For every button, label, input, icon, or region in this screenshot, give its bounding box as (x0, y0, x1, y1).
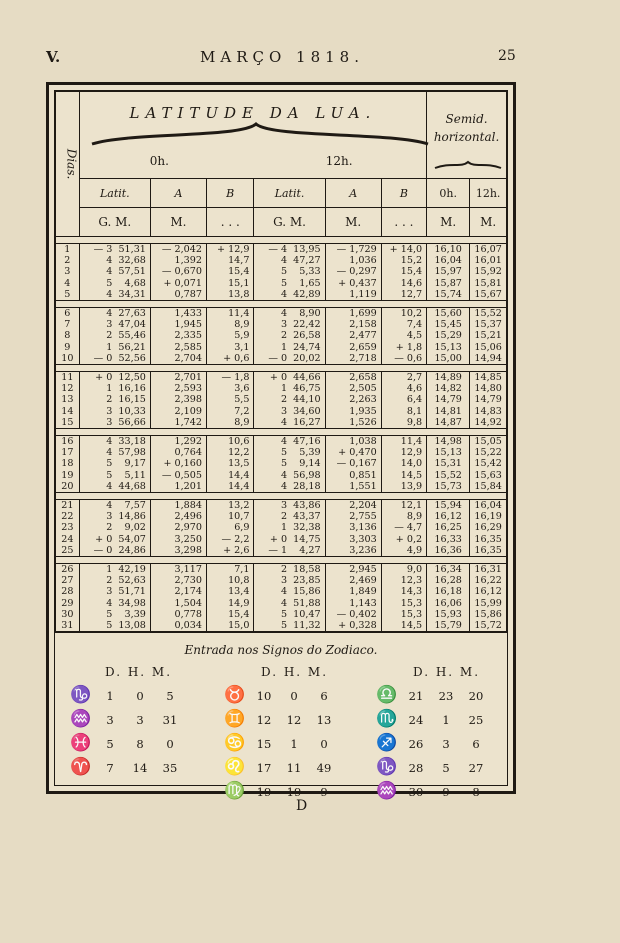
zodiac-entry (67, 757, 185, 777)
zodiac-day: 21 (408, 689, 424, 703)
unit-dots-b12: . . . (381, 208, 426, 237)
day-numbers-cell: 1 2 3 4 5 (56, 244, 80, 301)
latitude-12h-cell: 3 43,86 2 43,37 1 32,38 + 0 14,75 — 1 4,27 (254, 500, 325, 557)
a-0h-cell: 1,884 2,496 2,970 3,250 3,298 (150, 500, 206, 557)
latitude-title: LATITUDE DA LUA. (129, 104, 377, 122)
latitude-12h-cell: — 4 13,95 4 47,27 5 5,33 5 1,65 4 42,89 (254, 244, 325, 301)
capricorn-icon: ♑ (376, 757, 398, 777)
semidiameter-header (427, 92, 507, 179)
pisces-icon: ♓ (70, 733, 92, 753)
brace-ornament (90, 122, 430, 146)
zodiac-day: 19 (256, 785, 272, 799)
group-spacer (56, 557, 507, 564)
zodiac-entry (373, 685, 491, 705)
zodiac-minute: 35 (162, 761, 178, 775)
zodiac-dhm-header-1: D. H. M. (105, 665, 173, 679)
zodiac-entry (221, 757, 339, 777)
table-inner-frame (54, 90, 508, 801)
year-label: 1818. (296, 48, 364, 66)
zodiac-day: 7 (106, 761, 114, 775)
zodiac-title: Entrada nos Signos do Zodiaco. (184, 643, 378, 657)
zodiac-minute: 9 (320, 785, 328, 799)
day-numbers-cell: 21 22 23 24 25 (56, 500, 80, 557)
cancer-icon: ♋ (224, 733, 246, 753)
signature-mark: D (296, 798, 308, 814)
b-12h-cell: 9,0 12,3 14,3 15,3 15,3 14,5 (381, 564, 426, 632)
scorpio-icon: ♏ (376, 709, 398, 729)
table-row-group (56, 372, 507, 429)
semid-line2: horizontal. (433, 130, 500, 144)
zodiac-day: 10 (256, 689, 272, 703)
zodiac-day: 17 (256, 761, 272, 775)
latitude-0h-cell: 1 42,19 2 52,63 3 51,71 4 34,98 5 3,39 5 13,08 (79, 564, 150, 632)
semid-12h-cell: 16,07 16,01 15,92 15,81 15,67 (470, 244, 507, 301)
zodiac-hour: 5 (442, 761, 450, 775)
b-12h-cell: + 14,0 15,2 15,4 14,6 12,7 (381, 244, 426, 301)
semid-12h-cell: 15,05 15,22 15,42 15,63 15,84 (470, 436, 507, 493)
a-0h-cell: — 2,042 1,392 — 0,670 + 0,071 0,787 (150, 244, 206, 301)
unit-dots-b0: . . . (207, 208, 254, 237)
semid-0h-cell: 14,89 14,82 14,79 14,81 14,87 (427, 372, 470, 429)
latitude-12h-cell: 2 18,58 3 23,85 4 15,86 4 51,88 5 10,47 5 11,32 (254, 564, 325, 632)
sagittarius-icon: ♐ (376, 733, 398, 753)
zodiac-minute: 0 (166, 737, 174, 751)
semid-12h-cell: 16,04 16,19 16,29 16,35 16,35 (470, 500, 507, 557)
b-12h-cell: 10,2 7,4 4,5 + 1,8 — 0,6 (381, 308, 426, 365)
semid-12h-cell: 15,52 15,37 15,21 15,06 14,94 (470, 308, 507, 365)
zodiac-hour: 11 (286, 761, 302, 775)
leo-icon: ♌ (224, 757, 246, 777)
zodiac-hour: 1 (442, 713, 450, 727)
a-12h-cell: — 1,729 1,036 — 0,297 + 0,437 1,119 (325, 244, 381, 301)
zodiac-entry (67, 733, 185, 753)
zodiac-dhm-header-3: D. H. M. (413, 665, 481, 679)
a-12h-cell: 2,204 2,755 3,136 3,303 3,236 (325, 500, 381, 557)
zodiac-minute: 6 (472, 737, 480, 751)
col-a-12: A (325, 179, 381, 208)
latitude-0h-cell: 4 33,18 4 57,98 5 9,17 5 5,11 4 44,68 (79, 436, 150, 493)
group-spacer (56, 429, 507, 436)
zodiac-day: 30 (408, 785, 424, 799)
a-12h-cell: 2,945 2,469 1,849 1,143 — 0,402 + 0,328 (325, 564, 381, 632)
zodiac-day: 26 (408, 737, 424, 751)
day-numbers-cell: 16 17 18 19 20 (56, 436, 80, 493)
zodiac-day: 24 (408, 713, 424, 727)
day-numbers-cell: 6 7 8 9 10 (56, 308, 80, 365)
latitude-12h-cell: 4 8,90 3 22,42 2 26,58 1 24,74 — 0 20,02 (254, 308, 325, 365)
latitude-0h-cell: 4 7,57 3 14,86 2 9,02 + 0 54,07 — 0 24,86 (79, 500, 150, 557)
taurus-icon: ♉ (224, 685, 246, 705)
page-number: 25 (498, 48, 516, 64)
moon-latitude-table (55, 91, 507, 632)
table-frame (46, 82, 516, 801)
semid-0h-cell: 15,60 15,45 15,29 15,13 15,00 (427, 308, 470, 365)
a-0h-cell: 2,701 2,593 2,398 2,109 1,742 (150, 372, 206, 429)
col-latit-12: Latit. (254, 179, 325, 208)
zodiac-minute: 27 (468, 761, 484, 775)
b-0h-cell: 11,4 8,9 5,9 3,1 + 0,6 (207, 308, 254, 365)
unit-m-a0: M. (150, 208, 206, 237)
zodiac-hour: 1 (290, 737, 298, 751)
zodiac-hour: 0 (136, 689, 144, 703)
zodiac-hour: 12 (286, 713, 302, 727)
zodiac-entry (373, 781, 491, 801)
zodiac-section (55, 631, 507, 801)
zodiac-day: 28 (408, 761, 424, 775)
zodiac-day: 12 (256, 713, 272, 727)
zodiac-day: 5 (106, 737, 114, 751)
zodiac-entry (67, 685, 185, 705)
days-header (56, 92, 80, 237)
zodiac-entry (373, 757, 491, 777)
zodiac-minute: 13 (316, 713, 332, 727)
group-spacer (56, 301, 507, 308)
zodiac-hour: 14 (132, 761, 148, 775)
page-title (200, 48, 364, 66)
page-header (0, 48, 620, 72)
col-a-0: A (150, 179, 206, 208)
a-12h-cell: 1,699 2,158 2,477 2,659 2,718 (325, 308, 381, 365)
page-left-marker: V. (46, 48, 61, 66)
table-row-group (56, 564, 507, 632)
a-12h-cell: 1,038 + 0,470 — 0,167 0,851 1,551 (325, 436, 381, 493)
zodiac-entry (221, 733, 339, 753)
zodiac-dhm-header-2: D. H. M. (261, 665, 329, 679)
unit-gm-12: G. M. (254, 208, 325, 237)
zodiac-minute: 0 (320, 737, 328, 751)
semid-12h-cell: 14,85 14,80 14,79 14,83 14,92 (470, 372, 507, 429)
group-spacer (56, 365, 507, 372)
zodiac-minute: 49 (316, 761, 332, 775)
zodiac-day: 15 (256, 737, 272, 751)
b-12h-cell: 11,4 12,9 14,0 14,5 13,9 (381, 436, 426, 493)
unit-m-s12: M. (470, 208, 507, 237)
latitude-12h-cell: 4 47,16 5 5,39 5 9,14 4 56,98 4 28,18 (254, 436, 325, 493)
latitude-0h-cell: — 3 51,31 4 32,68 4 57,51 5 4,68 4 34,31 (79, 244, 150, 301)
b-12h-cell: 12,1 8,9 — 4,7 + 0,2 4,9 (381, 500, 426, 557)
col-semid-12h: 12h. (470, 179, 507, 208)
zodiac-day: 1 (106, 689, 114, 703)
zodiac-hour: 3 (136, 713, 144, 727)
semid-brace-ornament (433, 160, 503, 170)
hour0-label: 0h. (149, 154, 169, 168)
zodiac-hour: 9 (442, 785, 450, 799)
zodiac-day: 3 (106, 713, 114, 727)
a-0h-cell: 1,292 0,764 + 0,160 — 0,505 1,201 (150, 436, 206, 493)
col-latit-0: Latit. (79, 179, 150, 208)
hour12-label: 12h. (325, 154, 353, 168)
semid-0h-cell: 14,98 15,13 15,31 15,52 15,73 (427, 436, 470, 493)
zodiac-entry (373, 733, 491, 753)
zodiac-minute: 20 (468, 689, 484, 703)
b-0h-cell: 13,2 10,7 6,9 — 2,2 + 2,6 (207, 500, 254, 557)
zodiac-entry (221, 685, 339, 705)
zodiac-hour: 0 (290, 689, 298, 703)
col-semid-0h: 0h. (427, 179, 470, 208)
unit-m-a12: M. (325, 208, 381, 237)
a-0h-cell: 3,117 2,730 2,174 1,504 0,778 0,034 (150, 564, 206, 632)
b-0h-cell: — 1,8 3,6 5,5 7,2 8,9 (207, 372, 254, 429)
zodiac-minute: 6 (320, 689, 328, 703)
b-0h-cell: 10,6 12,2 13,5 14,4 14,4 (207, 436, 254, 493)
zodiac-hour: 3 (442, 737, 450, 751)
virgo-icon: ♍ (224, 781, 246, 801)
latitude-12h-cell: + 0 44,66 1 46,75 2 44,10 3 34,60 4 16,27 (254, 372, 325, 429)
table-row-group (56, 436, 507, 493)
semid-0h-cell: 15,94 16,12 16,25 16,33 16,36 (427, 500, 470, 557)
semid-line1: Semid. (445, 112, 488, 126)
latitude-0h-cell: 4 27,63 3 47,04 2 55,46 1 56,21 — 0 52,56 (79, 308, 150, 365)
day-numbers-cell: 11 12 13 14 15 (56, 372, 80, 429)
unit-m-s0: M. (427, 208, 470, 237)
table-row-group (56, 308, 507, 365)
aries-icon: ♈ (70, 757, 92, 777)
zodiac-entry (373, 709, 491, 729)
aquarius-icon: ♒ (376, 781, 398, 801)
a-0h-cell: 1,433 1,945 2,335 2,585 2,704 (150, 308, 206, 365)
table-row-group (56, 244, 507, 301)
zodiac-entry (221, 709, 339, 729)
month-label: MARÇO (200, 48, 287, 66)
day-numbers-cell: 26 27 28 29 30 31 (56, 564, 80, 632)
capricorn-icon: ♑ (70, 685, 92, 705)
latitude-0h-cell: + 0 12,50 1 16,16 2 16,15 3 10,33 3 56,66 (79, 372, 150, 429)
zodiac-entry (67, 709, 185, 729)
semid-0h-cell: 16,10 16,04 15,97 15,87 15,74 (427, 244, 470, 301)
zodiac-minute: 8 (472, 785, 480, 799)
header-spacer (56, 237, 507, 244)
zodiac-entry (221, 781, 339, 801)
semid-12h-cell: 16,31 16,22 16,12 15,99 15,86 15,72 (470, 564, 507, 632)
b-0h-cell: 7,1 10,8 13,4 14,9 15,4 15,0 (207, 564, 254, 632)
zodiac-minute: 5 (166, 689, 174, 703)
zodiac-hour: 8 (136, 737, 144, 751)
table-row-group (56, 500, 507, 557)
zodiac-minute: 25 (468, 713, 484, 727)
aquarius-icon: ♒ (70, 709, 92, 729)
zodiac-hour: 23 (438, 689, 454, 703)
zodiac-minute: 31 (162, 713, 178, 727)
b-12h-cell: 2,7 4,6 6,4 8,1 9,8 (381, 372, 426, 429)
group-spacer (56, 493, 507, 500)
semid-0h-cell: 16,34 16,28 16,18 16,06 15,93 15,79 (427, 564, 470, 632)
col-b-12: B (381, 179, 426, 208)
unit-gm-0: G. M. (79, 208, 150, 237)
col-b-0: B (207, 179, 254, 208)
b-0h-cell: + 12,9 14,7 15,4 15,1 13,8 (207, 244, 254, 301)
a-12h-cell: 2,658 2,505 2,263 1,935 1,526 (325, 372, 381, 429)
zodiac-hour: 19 (286, 785, 302, 799)
libra-icon: ♎ (376, 685, 398, 705)
days-label: Dias. (64, 148, 79, 180)
latitude-title-cell (79, 92, 426, 179)
gemini-icon: ♊ (224, 709, 246, 729)
